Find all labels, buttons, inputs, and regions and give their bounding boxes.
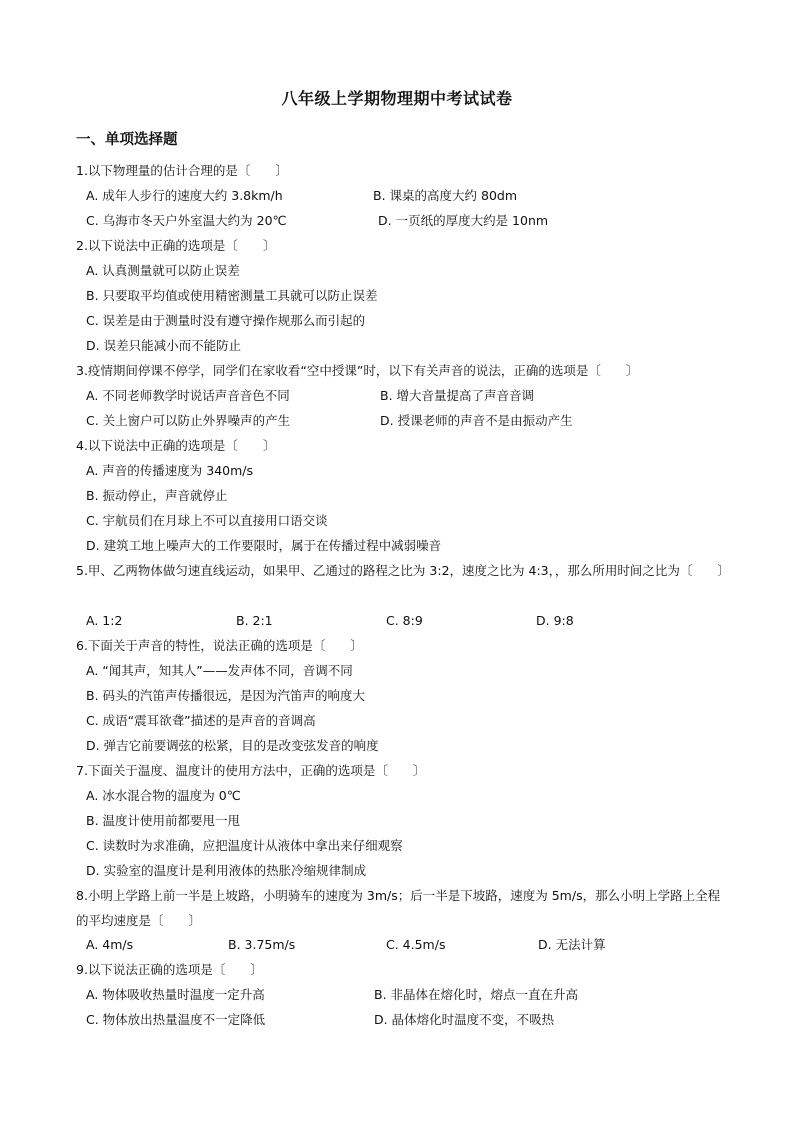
option-a: A. 成年人步行的速度大约 3.8km/h — [86, 188, 283, 203]
question-stem: 5.甲、乙两物体做匀速直线运动，如果甲、乙通过的路程之比为 3:2，速度之比为 4:3，，那么所用时间之比为〔 〕 — [76, 563, 730, 578]
option-c: C. 成语“震耳欲聋”描述的是声音的音调高 — [86, 713, 316, 728]
option-a: A. 1:2 — [86, 613, 123, 628]
option-c: C. 物体放出热量温度不一定降低 — [86, 1012, 266, 1027]
option-d: D. 实验室的温度计是利用液体的热胀冷缩规律制成 — [86, 863, 367, 878]
question-stem: 3.疫情期间停课不停学，同学们在家收看“空中授课”时，以下有关声音的说法，正确的选项是〔 〕 — [76, 363, 639, 378]
option-a: A. 冰水混合物的温度为 0℃ — [86, 788, 241, 803]
option-a: A. 声音的传播速度为 340m/s — [86, 463, 254, 478]
option-b: B. 振动停止，声音就停止 — [86, 488, 228, 503]
option-d: D. 授课老师的声音不是由振动产生 — [380, 413, 573, 428]
section-heading: 一、单项选择题 — [76, 132, 178, 148]
option-a: A. 认真测量就可以防止误差 — [86, 263, 240, 278]
option-a: A. 4m/s — [86, 937, 134, 952]
option-d: D. 弹吉它前要调弦的松紧，目的是改变弦发音的响度 — [86, 738, 379, 753]
option-c: C. 关上窗户可以防止外界噪声的产生 — [86, 413, 291, 428]
question-stem: 7.下面关于温度、温度计的使用方法中，正确的选项是〔 〕 — [76, 763, 426, 778]
question-stem: 6.下面关于声音的特性，说法正确的选项是〔 〕 — [76, 638, 363, 653]
option-b: B. 码头的汽笛声传播很远，是因为汽笛声的响度大 — [86, 688, 366, 703]
option-c: C. 8:9 — [386, 613, 423, 628]
question-stem: 9.以下说法正确的选项是〔 〕 — [76, 962, 263, 977]
question-stem: 8.小明上学路上前一半是上坡路，小明骑车的速度为 3m/s；后一半是下坡路，速度为 5m/s，那么小明上学路上全程的平均速度是〔 〕 — [76, 888, 721, 928]
option-b: B. 2:1 — [236, 613, 273, 628]
option-c: C. 读数时为求准确，应把温度计从液体中拿出来仔细观察 — [86, 838, 403, 853]
option-c: C. 误差是由于测量时没有遵守操作规那么而引起的 — [86, 313, 366, 328]
option-c: C. 宇航员们在月球上不可以直接用口语交谈 — [86, 513, 328, 528]
option-d: D. 无法计算 — [538, 937, 606, 952]
option-c: C. 4.5m/s — [386, 937, 446, 952]
question-stem: 1.以下物理量的估计合理的是〔 〕 — [76, 163, 288, 178]
option-d: D. 建筑工地上噪声大的工作要限时，属于在传播过程中减弱噪音 — [86, 538, 442, 553]
option-d: D. 晶体熔化时温度不变，不吸热 — [374, 1012, 555, 1027]
option-b: B. 非晶体在熔化时，熔点一直在升高 — [374, 987, 579, 1002]
option-a: A. 不同老师教学时说话声音音色不同 — [86, 388, 290, 403]
option-b: B. 课桌的高度大约 80dm — [373, 188, 518, 203]
option-d: D. 9:8 — [536, 613, 574, 628]
option-a: A. “闻其声，知其人”——发声体不同，音调不同 — [86, 663, 353, 678]
option-d: D. 一页纸的厚度大约是 10nm — [378, 213, 549, 228]
option-a: A. 物体吸收热量时温度一定升高 — [86, 987, 265, 1002]
option-c: C. 乌海市冬天户外室温大约为 20℃ — [86, 213, 287, 228]
question-stem: 2.以下说法中正确的选项是〔 〕 — [76, 238, 276, 253]
exam-title: 八年级上学期物理期中考试试卷 — [281, 89, 513, 108]
option-b: B. 只要取平均值或使用精密测量工具就可以防止误差 — [86, 288, 378, 303]
option-d: D. 误差只能减小而不能防止 — [86, 338, 242, 353]
option-b: B. 温度计使用前都要甩一甩 — [86, 813, 241, 828]
option-b: B. 增大音量提高了声音音调 — [380, 388, 535, 403]
question-stem: 4.以下说法中正确的选项是〔 〕 — [76, 438, 276, 453]
option-b: B. 3.75m/s — [228, 937, 296, 952]
